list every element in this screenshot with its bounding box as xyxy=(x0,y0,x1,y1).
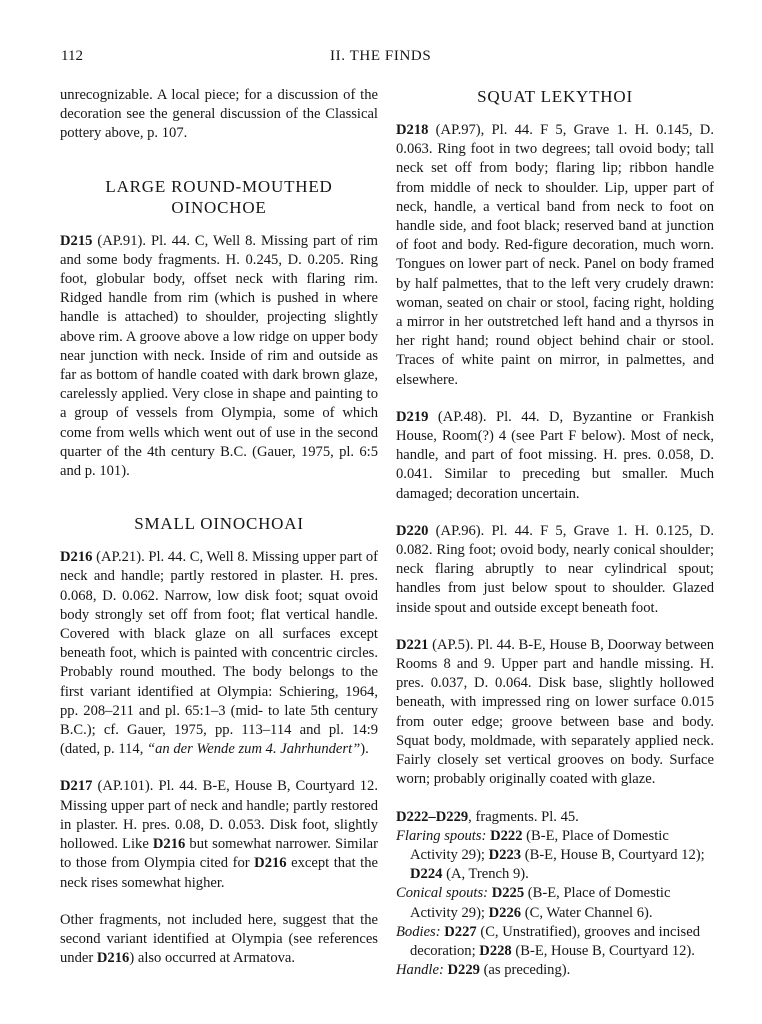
entry-text: (as preceding). xyxy=(479,962,571,979)
catalog-id: D215 xyxy=(60,232,93,249)
catalog-entry-d217 xyxy=(60,777,378,892)
catalog-id: D220 xyxy=(396,522,429,539)
catalog-id: D223 xyxy=(488,846,522,863)
left-column xyxy=(60,86,378,968)
entry-text: (AP.91). Pl. 44. C, Well 8. Missing part of rim and some body fragments. H. 0.245, D. 0.205. Ring foot, globular body, offset neck with flaring rim. Ridged handle from rim (which is pushed in where handle is attached) to shoulder, projecting slightly above rim. A groove above a low ridge on upper body near junction with neck. Inside of rim and outside as far as bottom of handle coated with dark brown glaze, carelessly applied. Very close in shape and painting to a group of vessels from Olympia, some of which come from wells which went out of use in the second quarter of the 4th century B.C. (Gauer, 1975, pl. 6:5 and p. 101). xyxy=(60,232,378,480)
catalog-entry-d220 xyxy=(396,522,714,618)
intro-paragraph: unrecognizable. A local piece; for a discussion of the decoration see the general discussion of the Classical pottery above, p. 107. xyxy=(60,87,378,142)
entry-text-end: ). xyxy=(360,741,369,758)
entry-text: (A, Trench 9). xyxy=(442,866,529,883)
catalog-id: D222–D229 xyxy=(396,808,469,825)
catalog-id: D218 xyxy=(396,122,429,138)
catalog-id: D221 xyxy=(396,636,429,653)
entry-text: (C, Water Channel 6). xyxy=(521,904,653,921)
right-column xyxy=(396,86,714,980)
fragments-conical-spouts xyxy=(396,884,714,922)
fragments-bodies xyxy=(396,923,714,961)
closing-note xyxy=(60,911,378,969)
entry-text: , fragments. Pl. 45. xyxy=(468,808,579,825)
catalog-id: D216 xyxy=(60,549,93,566)
catalog-id: D229 xyxy=(447,962,480,979)
entry-text: (C, Unstratified), grooves and incised decoration; xyxy=(410,923,700,959)
entry-text: except that the neck rises somewhat higher. xyxy=(60,855,378,891)
cross-reference: D216 xyxy=(96,950,130,967)
entry-text: (AP.21). Pl. 44. C, Well 8. Missing upper part of neck and handle; partly restored in plaster. H. pres. 0.068, D. 0.062. Narrow, low disk foot; squat ovoid body strongly set off from foot; flat vertical handle. Covered with black glaze on all surfaces except beneath foot, which is painted with concentric circles. Probably round mouthed. The body belongs to the first variant identified at Olympia: Schiering, 1964, pp. 208–211 and pl. 65:1–3 (mid- to late 5th century B.C.); cf. Gauer, 1975, pp. 113–114 and pl. 14:9 (dated, p. 114, xyxy=(60,549,378,758)
entry-text: (B-E, House B, Courtyard 12). xyxy=(511,942,695,959)
catalog-entry-d215 xyxy=(60,232,378,482)
entry-text: (B-E, Place of Domestic Activity 29); xyxy=(410,827,669,863)
fragment-label: Flaring spouts: xyxy=(396,827,487,844)
catalog-id: D226 xyxy=(488,904,522,921)
section-heading-large-oinochoe: LARGE ROUND-MOUTHED OINOCHOE xyxy=(105,176,333,217)
note-text: Other fragments, not included here, suggest that the second variant identified at Olympia (see references under xyxy=(60,911,378,967)
fragments-range xyxy=(396,808,714,827)
entry-text: (AP.96). Pl. 44. F 5, Grave 1. H. 0.125, D. 0.082. Ring foot; ovoid body, nearly conical shoulder; neck flaring abruptly to near cylindrical spout; handles from just below spout to shoulder. Glazed inside spout and outside except beneath foot. xyxy=(396,522,714,616)
catalog-id: D224 xyxy=(410,866,443,883)
catalog-id: D219 xyxy=(396,408,429,425)
catalog-id: D217 xyxy=(60,778,93,795)
fragments-flaring-spouts xyxy=(396,827,714,885)
catalog-id: D228 xyxy=(479,942,512,959)
catalog-entry-d221 xyxy=(396,636,714,790)
note-text: ) also occurred at Armatova. xyxy=(129,950,296,967)
catalog-id: D222 xyxy=(490,827,523,844)
fragment-label: Handle: xyxy=(396,962,444,979)
catalog-entry-d219 xyxy=(396,408,714,504)
entry-text: (B-E, House B, Courtyard 12); xyxy=(521,846,705,863)
entry-text: (AP.5). Pl. 44. B-E, House B, Doorway between Rooms 8 and 9. Upper part and handle missing. H. pres. 0.037, D. 0.064. Disk base, slightly hollowed beneath, with impressed ring on lower surface 0.015 from outer edge; groove between base and body. Squat body, moldmade, with separately applied neck. Fairly closely set vertical grooves on body. Surface worn; probably originally coated with glaze. xyxy=(396,636,714,788)
entry-text: (AP.48). Pl. 44. D, Byzantine or Frankish House, Room(?) 4 (see Part F below). Most of neck, handle, and part of foot missing. H. pres. 0.058, D. 0.041. Similar to preceding but smaller. Much damaged; decoration uncertain. xyxy=(396,408,714,502)
section-heading-small-oinochoai: SMALL OINOCHOAI xyxy=(134,514,304,534)
entry-text: (AP.101). Pl. 44. B-E, House B, Courtyard 12. Missing upper part of neck and handle; partly restored in plaster. H. pres. 0.08, D. 0.053. Disk foot, slightly hollowed. Like xyxy=(60,778,378,853)
page-number: 112 xyxy=(61,48,83,64)
fragments-handle xyxy=(396,961,714,980)
running-title: II. THE FINDS xyxy=(330,48,432,64)
entry-text: (B-E, Place of Domestic Activity 29); xyxy=(410,885,671,921)
entry-italic-quote: “an der Wende zum 4. Jahrhundert” xyxy=(147,741,361,758)
catalog-id: D225 xyxy=(491,885,525,902)
fragment-label: Conical spouts: xyxy=(396,885,489,902)
cross-reference: D216 xyxy=(152,836,186,853)
entry-text: but somewhat narrower. Similar to those from Olympia cited for xyxy=(60,836,378,872)
fragment-label: Bodies: xyxy=(396,923,441,940)
catalog-entry-d216 xyxy=(60,548,378,759)
catalog-entry-d218 xyxy=(396,121,714,390)
section-heading-squat-lekythoi: SQUAT LEKYTHOI xyxy=(477,87,633,106)
cross-reference: D216 xyxy=(254,855,287,872)
catalog-id: D227 xyxy=(444,923,477,940)
entry-text: (AP.97), Pl. 44. F 5, Grave 1. H. 0.145, D. 0.063. Ring foot in two degrees; tall ovoid body; tall neck set off from body; flaring lip; ribbon handle from middle of neck to shoulder. Lip, upper part of neck, handle, a vertical band from neck to foot on handle side, and foot black; reserved band at junction of foot and body. Red-figure decoration, much worn. Tongues on lower part of neck. Panel on body framed by half palmettes, that to the left very crudely drawn: woman, seated on chair or stool, facing right, holding a mirror in her outstretched left hand and a thyrsos in her right hand; round object behind chair or stool. Traces of white paint on mirror, in palmettes, and elsewhere. xyxy=(396,122,714,388)
